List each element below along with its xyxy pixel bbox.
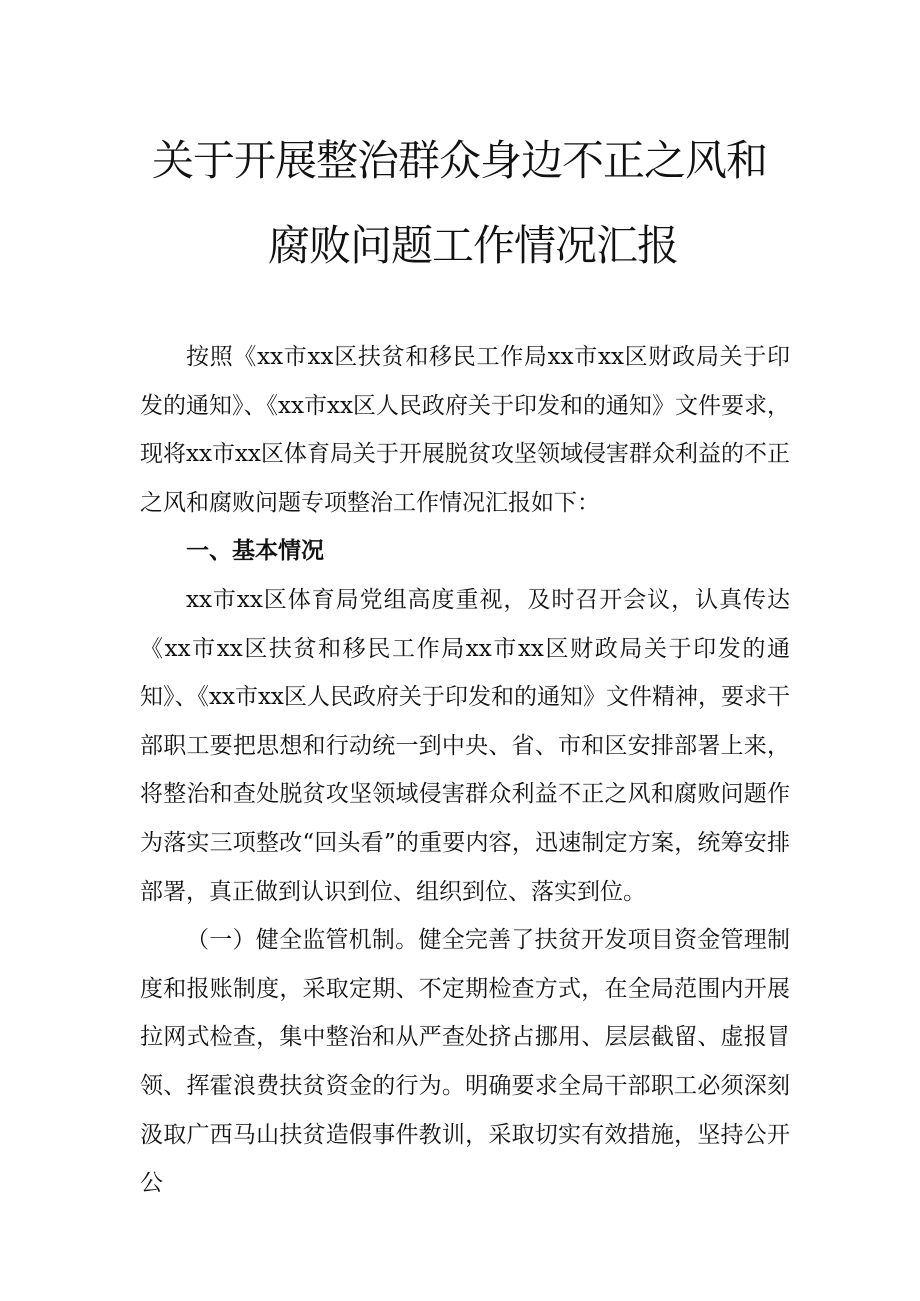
subsection-body-supervision: 健全完善了扶贫开发项目资金管理制度和报账制度，采取定期、不定期检查方式，在全局范围内开展拉网式检查，集中整治和从严查处挤占挪用、层层截留、虚报冒领、挥霍浪费扶贫资金的行为。明确要求全局干部职工必须深刻汲取广西马山扶贫造假事件教训，采取切实有效措施，坚持公开公 [140,927,791,1197]
subsection-heading-supervision: （一）健全监管机制。 [186,927,419,954]
intro-paragraph: 按照《xx市xx区扶贫和移民工作局xx市xx区财政局关于印发的通知》、《xx市xx区人民政府关于印发和的通知》文件要求，现将xx市xx区体育局关于开展脱贫攻坚领域侵害群众利益的不正之风和腐败问题专项整治工作情况汇报如下： [140,344,790,516]
subsection-paragraph-supervision [140,916,790,1208]
section-heading-basic-situation: 一、基本情况 [186,537,324,565]
document-title-line-1: 关于开展整治群众身边不正之风和 [152,136,768,185]
document-body [140,333,790,1208]
document-title-line-2: 腐败问题工作情况汇报 [268,221,679,270]
section-paragraph-basic-situation: xx市xx区体育局党组高度重视，及时召开会议，认真传达《xx市xx区扶贫和移民工作局xx市xx区财政局关于印发的通知》、《xx市xx区人民政府关于印发和的通知》文件精神，要求干部职工要把思想和行动统一到中央、省、市和区安排部署上来，将整治和查处脱贫攻坚领域侵害群众利益不正之风和腐败问题作为落实三项整改“回头看”的重要内容，迅速制定方案，统筹安排部署，真正做到认识到位、组织到位、落实到位。 [140,586,790,905]
